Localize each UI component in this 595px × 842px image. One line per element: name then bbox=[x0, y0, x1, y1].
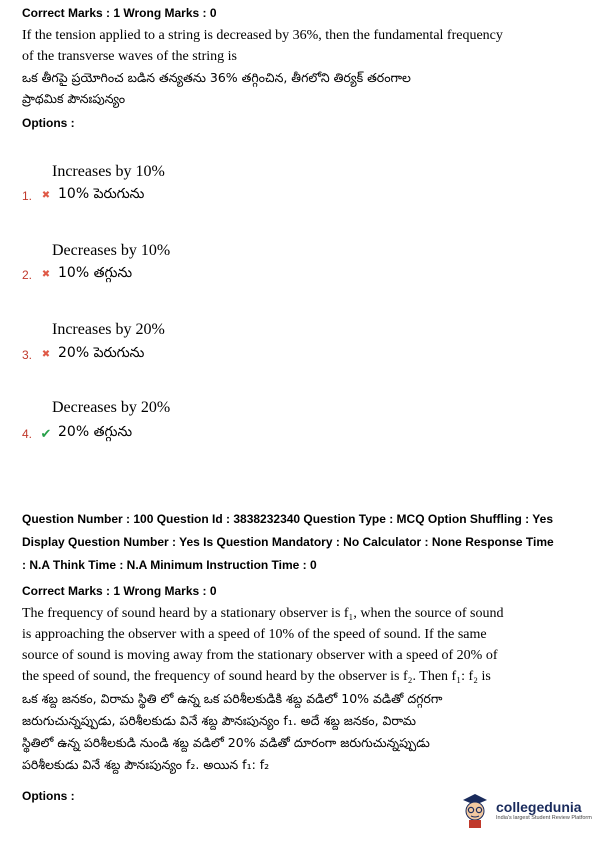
question-text-te-line: ప్రాథమిక పౌనఃపున్యం bbox=[22, 91, 126, 106]
question-text-en-line: of the transverse waves of the string is bbox=[22, 49, 237, 64]
options-label: Options : bbox=[22, 789, 75, 803]
option-number: 4. bbox=[22, 426, 33, 441]
option-2-en: Decreases by 10% bbox=[52, 242, 171, 259]
question-meta-line: Display Question Number : Yes Is Question Mandatory : No Calculator : None Response Time bbox=[22, 535, 554, 549]
option-4-en: Decreases by 20% bbox=[52, 399, 171, 416]
check-icon: ✔ bbox=[40, 425, 52, 441]
question-text-en-line: source of sound is moving away from the stationary observer with a speed of 20% of bbox=[22, 648, 498, 663]
question-text-te-line: ఒక శబ్ద జనకం, విరామ స్థితి లో ఉన్న ఒక పరిశీలకుడికి శబ్ద వడిలో 10% వడితో దగ్గరగా bbox=[22, 691, 443, 706]
option-2-te: 10% తగ్గును bbox=[58, 265, 133, 281]
correct-marks-label: Correct Marks : 1 Wrong Marks : 0 bbox=[22, 584, 217, 598]
question-text-en-line: If the tension applied to a string is decreased by 36%, then the fundamental frequency bbox=[22, 28, 503, 43]
option-number: 1. bbox=[22, 188, 33, 203]
correct-marks-label: Correct Marks : 1 Wrong Marks : 0 bbox=[22, 6, 217, 20]
option-3-en: Increases by 20% bbox=[52, 321, 165, 338]
x-icon: ✖ bbox=[41, 269, 51, 280]
option-2[interactable] bbox=[22, 265, 132, 284]
question-text-te-line: పరిశీలకుడు వినే శబ్ద పౌనఃపున్యం f₂. అయిన f₁: f₂ bbox=[22, 757, 270, 772]
option-1-te: 10% పెరుగును bbox=[58, 186, 145, 202]
option-1-en: Increases by 10% bbox=[52, 163, 165, 180]
option-number: 3. bbox=[22, 347, 33, 362]
option-3[interactable] bbox=[22, 345, 144, 364]
question-text-en-line: is approaching the observer with a speed of 10% of the speed of sound. If the same bbox=[22, 627, 487, 642]
option-number: 2. bbox=[22, 267, 33, 282]
x-icon: ✖ bbox=[41, 349, 51, 360]
question-text-en-line: The frequency of sound heard by a stationary observer is f₁, when the source of sound bbox=[22, 606, 504, 621]
option-3-te: 20% పెరుగును bbox=[58, 345, 145, 361]
option-4-te: 20% తగ్గును bbox=[58, 424, 133, 440]
question-text-te-line: స్థితిలో ఉన్న పరిశీలకుడి నుండి శబ్ద వడిలో 20% వడితో దూరంగా జరుగుచున్నప్పుడు bbox=[22, 735, 430, 750]
option-4[interactable] bbox=[22, 424, 132, 443]
question-meta-line: : N.A Think Time : N.A Minimum Instruction Time : 0 bbox=[22, 558, 317, 572]
question-meta bbox=[22, 508, 577, 577]
options-label: Options : bbox=[22, 116, 75, 130]
question-meta-line: Question Number : 100 Question Id : 3838232340 Question Type : MCQ Option Shuffling : Yes bbox=[22, 512, 553, 526]
logo-tagline: India's largest Student Review Platform bbox=[496, 815, 592, 821]
option-1[interactable] bbox=[22, 186, 144, 205]
student-mascot-icon bbox=[460, 792, 490, 828]
question-text-te-line: ఒక తీగపై ప్రయోగించ బడిన తన్యతను 36% తగ్గించిన, తీగలోని తిర్యక్ తరంగాల bbox=[22, 70, 411, 85]
logo-name: collegedunia bbox=[496, 799, 582, 815]
question-text-te-line: జరుగుచున్నప్పుడు, పరిశీలకుడు వినే శబ్ద పౌనఃపున్యం f₁. అదే శబ్ద జనకం, విరామ bbox=[22, 713, 416, 728]
x-icon: ✖ bbox=[41, 190, 51, 201]
question-text-en-line: the speed of sound, the frequency of sound heard by the observer is f₂. Then f₁: f₂ is bbox=[22, 669, 491, 684]
collegedunia-logo bbox=[460, 792, 592, 828]
